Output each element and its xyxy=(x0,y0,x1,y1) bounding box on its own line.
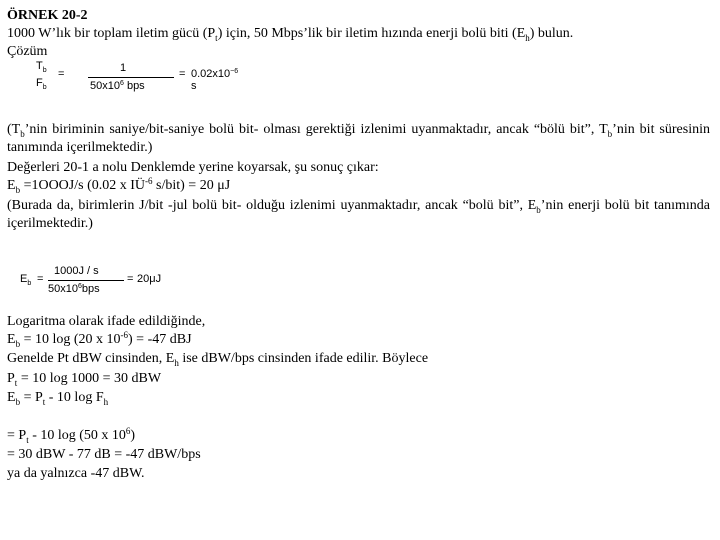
problem-text: ) için, 50 Mbps’lik bir iletim hızında enerji bolü biti (E xyxy=(217,26,526,41)
fraction-bar xyxy=(48,280,124,281)
energy-result-line: = 30 dBW - 77 dB = -47 dBW/bps xyxy=(7,447,201,462)
note-bit-duration: ($T_b’nin$ biriminin saniye/bit-saniye bolü bit- olması gerektiği izlenimi uyanmaktadır, ancak “bölü bit”, $T_b’nin$ bit süresinin tanımında içerilmektedir.) xyxy=(7,122,710,155)
formula-bit-duration xyxy=(36,60,239,110)
substitution-text: Değerleri 20-1 a nolu Denklemde yerine koyarsak, şu sonuç çıkar: xyxy=(7,160,379,175)
formula-equals: = xyxy=(127,273,134,285)
problem-subscript: h xyxy=(525,33,530,43)
log-energy-line: $E_b = 10$ log (20 x $10^{-6}) = -47$ dBJ xyxy=(7,330,192,349)
formula-numerator: 1000J / s xyxy=(54,265,99,277)
formula-energy-per-bit xyxy=(20,263,190,299)
formula-denominator: $50x10^6$ bps xyxy=(90,80,145,92)
example-heading: ÖRNEK 20-2 xyxy=(7,8,88,23)
formula-lhs-bottom: $F_b$ xyxy=(36,77,47,91)
problem-subscript: t xyxy=(215,33,218,43)
problem-text: 1000 W’lık bir toplam iletim gücü (P xyxy=(7,26,216,41)
formula-equals: = xyxy=(37,273,44,285)
note-energy-unit: (Burada da, birimlerin J/bit -jul bolü bit- olduğu izlenimi uyanmaktadır, ancak “bolü bit”, $E_b’nin$ enerji bolü bit tanımında içerilmektedir.) xyxy=(7,198,710,231)
formula-equals: = xyxy=(58,68,65,80)
fraction-bar xyxy=(88,77,174,78)
log-intro-text: Logaritma olarak ifade edildiğinde, xyxy=(7,314,206,329)
energy-formula-line: $E_b = P_t - 10$ $\log F_h$ xyxy=(7,390,109,407)
formula-lhs-top: $T_b$ xyxy=(36,60,47,74)
formula-result: 20μJ xyxy=(137,273,162,285)
units-explanation-line: Genelde Pt dBW cinsinden, $E_h$ ise dBW/bps cinsinden ifade edilir. Böylece xyxy=(7,351,429,368)
power-dbw-line: $P_t = 10$ log 1000 = 30 dBW xyxy=(7,371,162,388)
formula-lhs: $E_b$ xyxy=(20,273,32,287)
formula-equals: = xyxy=(179,68,186,80)
problem-statement xyxy=(7,25,573,43)
formula-numerator: 1 xyxy=(120,62,127,74)
energy-substitution-line: = $P_t - 10$ log (50 x $10^6$) xyxy=(7,426,136,445)
solution-label: Çözüm xyxy=(7,44,48,59)
formula-result: $0.02x10^{-6}$ s xyxy=(191,68,239,92)
formula-denominator: $50x10^6bps$ xyxy=(48,283,100,295)
problem-text: ) bulun. xyxy=(529,26,574,41)
final-result-line: ya da yalnızca -47 dBW. xyxy=(7,466,145,481)
energy-per-bit-line: $E_b$ =1OOOJ/s (0.02 x $IÜ^{-6}$ s/bit) = 20 μJ xyxy=(7,176,231,195)
